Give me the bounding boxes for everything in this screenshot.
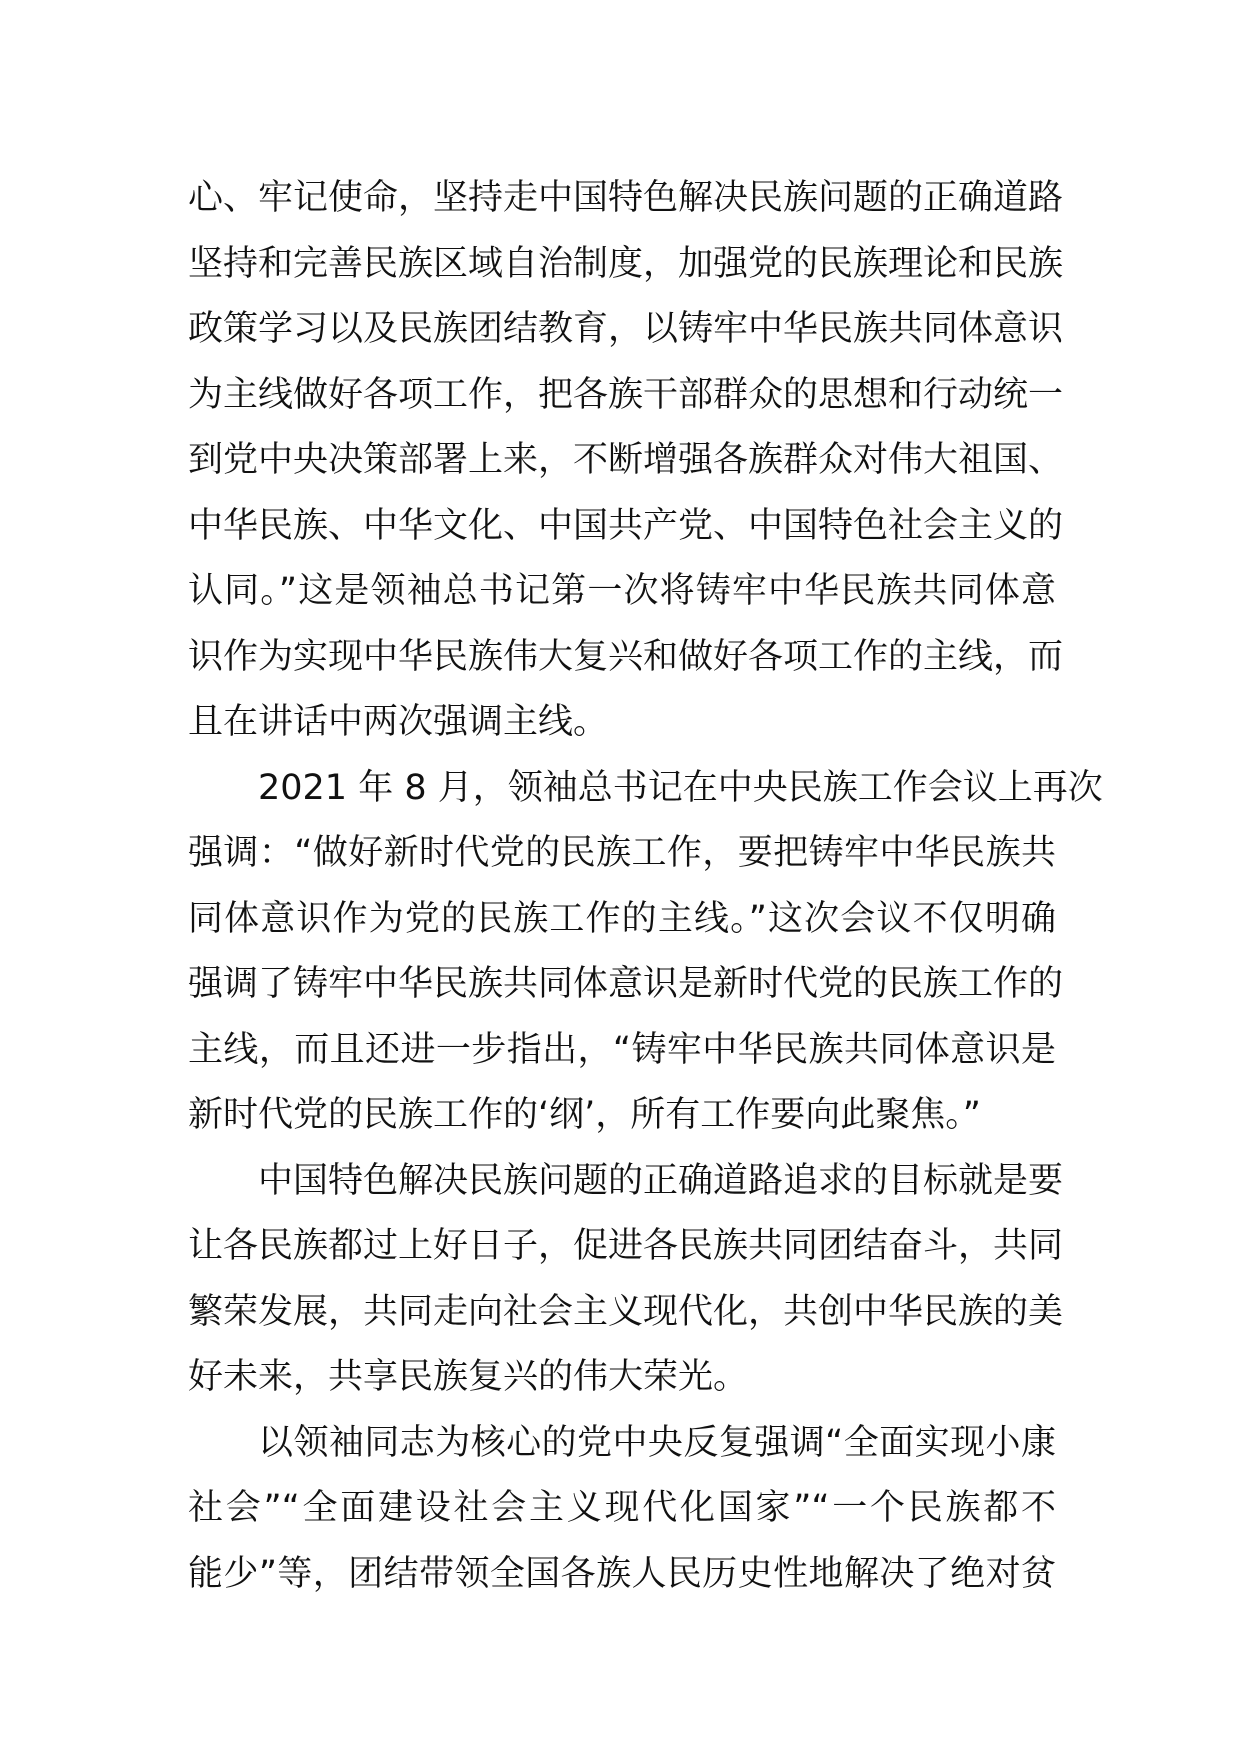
p1-line-1: 心、牢记使命，坚持走中国特色解决民族问题的正确道路	[188, 178, 1064, 218]
p2-line-1: 2021 年 8 月，领袖总书记在中央民族工作会议上再次	[258, 767, 1103, 808]
p2-line-3: 同体意识作为党的民族工作的主线。”这次会议不仅明确	[188, 898, 1056, 939]
p4-line-1: 以领袖同志为核心的党中央反复强调“全面实现小康	[258, 1422, 1056, 1463]
p4-line-2: 社会”“全面建设社会主义现代化国家”“一个民族都不	[188, 1488, 1056, 1528]
p4-line-3: 能少”等，团结带领全国各族人民历史性地解决了绝对贫	[188, 1553, 1056, 1594]
body-text	[188, 166, 1103, 1607]
p1-line-5: 到党中央决策部署上来，不断增强各族群众对伟大祖国、	[188, 440, 1064, 480]
p1-line-8: 识作为实现中华民族伟大复兴和做好各项工作的主线，而	[188, 636, 1064, 677]
p2-line-4: 强调了铸牢中华民族共同体意识是新时代党的民族工作的	[188, 964, 1064, 1004]
p2-line-5: 主线，而且还进一步指出，“铸牢中华民族共同体意识是	[188, 1029, 1056, 1070]
p1-line-3: 政策学习以及民族团结教育，以铸牢中华民族共同体意识	[188, 309, 1064, 349]
p2-line-2: 强调：“做好新时代党的民族工作，要把铸牢中华民族共	[188, 833, 1056, 873]
p3-line-1: 中国特色解决民族问题的正确道路追求的目标就是要	[258, 1160, 1064, 1201]
p1-line-2: 坚持和完善民族区域自治制度，加强党的民族理论和民族	[188, 243, 1064, 284]
p1-line-4: 为主线做好各项工作，把各族干部群众的思想和行动统一	[188, 374, 1064, 415]
p1-line-9: 且在讲话中两次强调主线。	[188, 702, 609, 742]
p1-line-7: 认同。”这是领袖总书记第一次将铸牢中华民族共同体意	[188, 571, 1056, 611]
p3-line-4: 好未来，共享民族复兴的伟大荣光。	[188, 1357, 749, 1397]
p3-line-2: 让各民族都过上好日子，促进各民族共同团结奋斗，共同	[188, 1226, 1064, 1266]
p3-line-3: 繁荣发展，共同走向社会主义现代化，共创中华民族的美	[188, 1291, 1064, 1332]
p1-line-6: 中华民族、中华文化、中国共产党、中国特色社会主义的	[188, 505, 1064, 546]
p2-line-6: 新时代党的民族工作的‘纲’，所有工作要向此聚焦。”	[188, 1095, 981, 1135]
